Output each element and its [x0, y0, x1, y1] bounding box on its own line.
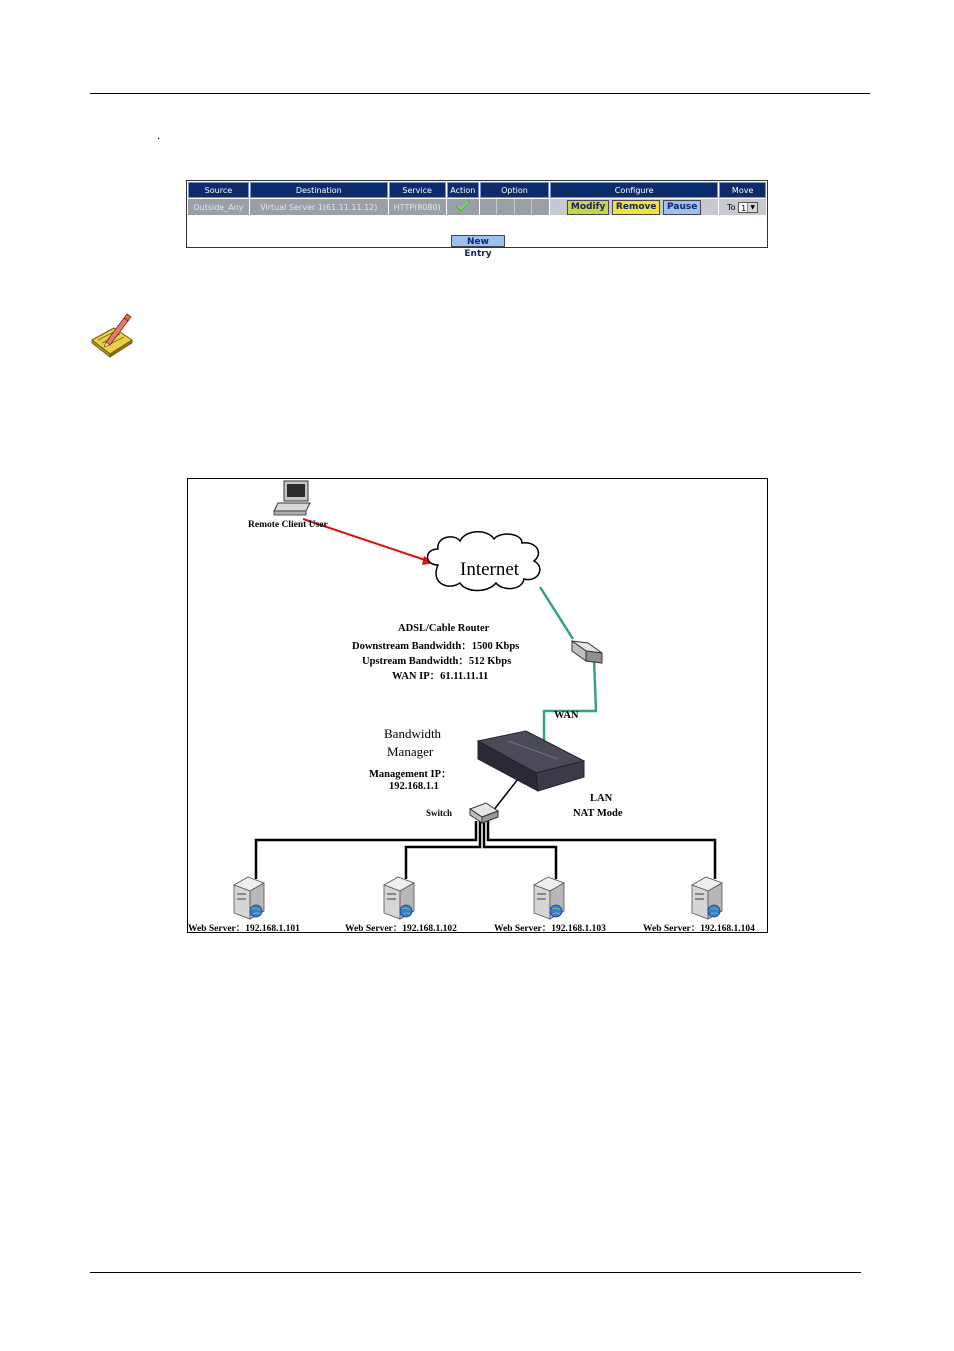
cell-service: HTTP(8080) — [389, 199, 446, 215]
header-move: Move — [719, 182, 766, 198]
server-icon — [384, 877, 414, 919]
lan-label: LAN — [590, 793, 613, 804]
cell-destination: Virtual Server 1(61.11.11.12) — [250, 199, 388, 215]
router-wan-ip: WAN IP：61.11.11.11 — [392, 671, 489, 682]
note-pencil-icon — [88, 312, 136, 358]
move-select-value: 1 — [741, 203, 747, 213]
nat-mode-label: NAT Mode — [573, 808, 623, 819]
network-diagram-graphics — [188, 479, 768, 933]
switch-icon — [470, 803, 498, 823]
header-configure: Configure — [550, 182, 718, 198]
chevron-down-icon: ▼ — [747, 203, 757, 212]
policy-table — [187, 181, 767, 216]
network-diagram — [187, 478, 768, 933]
green-check-icon — [456, 200, 470, 212]
cell-move — [719, 199, 766, 215]
server-icon — [534, 877, 564, 919]
manager-title-line2: Manager — [387, 744, 434, 759]
header-option: Option — [480, 182, 549, 198]
header-rule — [90, 93, 870, 94]
bandwidth-manager-device-icon — [478, 731, 584, 791]
router-name: ADSL/Cable Router — [398, 623, 490, 634]
wan-link — [544, 659, 596, 741]
bullet-dot: . — [157, 128, 161, 142]
router-downstream: Downstream Bandwidth：1500 Kbps — [352, 641, 520, 652]
header-source: Source — [188, 182, 249, 198]
table-header-row — [188, 182, 766, 198]
server-icon — [692, 877, 722, 919]
lan-links — [256, 821, 715, 879]
new-entry-button[interactable]: New Entry — [451, 235, 505, 247]
cell-action — [447, 199, 479, 215]
cell-source: Outside_Any — [188, 199, 249, 215]
table-row — [188, 199, 766, 215]
header-service: Service — [389, 182, 446, 198]
header-destination: Destination — [250, 182, 388, 198]
internet-label: Internet — [460, 559, 520, 580]
manager-switch-link — [493, 779, 518, 811]
move-select[interactable] — [738, 202, 758, 213]
cell-option — [480, 199, 549, 215]
cell-configure — [550, 199, 718, 215]
management-ip-label: Management IP： — [369, 769, 452, 780]
server-label-3: Web Server：192.168.1.103 — [494, 924, 606, 933]
server-label-4: Web Server：192.168.1.104 — [643, 924, 755, 933]
computer-icon — [274, 481, 310, 515]
pause-button[interactable]: Pause — [663, 200, 701, 215]
move-to-label: To — [727, 202, 736, 212]
router-icon — [572, 641, 602, 663]
footer-rule — [90, 1272, 861, 1273]
switch-label: Switch — [426, 808, 453, 818]
remote-client-label: Remote Client User — [248, 520, 328, 530]
management-ip-value: 192.168.1.1 — [389, 781, 439, 792]
server-label-2: Web Server：192.168.1.102 — [345, 924, 457, 933]
remove-button[interactable]: Remove — [612, 200, 661, 215]
router-upstream: Upstream Bandwidth：512 Kbps — [362, 656, 512, 667]
server-icon — [234, 877, 264, 919]
router-link — [540, 587, 573, 639]
wan-label: WAN — [554, 710, 579, 721]
modify-button[interactable]: Modify — [567, 200, 609, 215]
manager-title-line1: Bandwidth — [384, 726, 442, 741]
header-action: Action — [447, 182, 479, 198]
server-label-1: Web Server：192.168.1.101 — [188, 924, 300, 933]
